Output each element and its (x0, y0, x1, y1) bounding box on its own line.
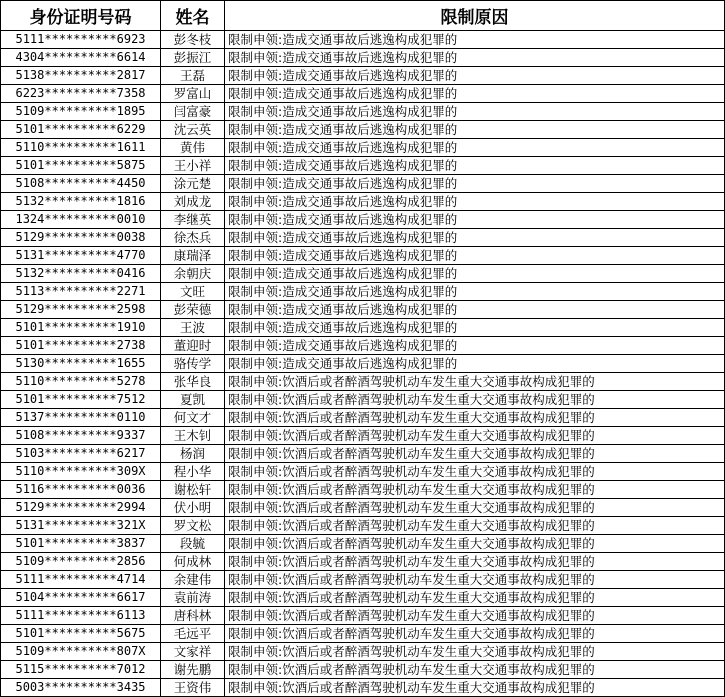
table-body (1, 31, 725, 697)
table-row (1, 229, 725, 247)
table-row (1, 445, 725, 463)
name-cell: 段毓 (161, 535, 225, 553)
id-cell: 4304**********6614 (1, 49, 161, 67)
header-id: 身份证明号码 (1, 1, 161, 31)
table-row (1, 391, 725, 409)
table-row (1, 427, 725, 445)
name-cell: 沈云英 (161, 121, 225, 139)
header-name: 姓名 (161, 1, 225, 31)
table-row (1, 589, 725, 607)
name-cell: 罗文松 (161, 517, 225, 535)
reason-cell: 限制申领:造成交通事故后逃逸构成犯罪的 (225, 319, 725, 337)
reason-cell: 限制申领:饮酒后或者醉酒驾驶机动车发生重大交通事故构成犯罪的 (225, 643, 725, 661)
id-cell: 5116**********0036 (1, 481, 161, 499)
id-cell: 5111**********6113 (1, 607, 161, 625)
id-cell: 5132**********0416 (1, 265, 161, 283)
name-cell: 谢先鹏 (161, 661, 225, 679)
table-row (1, 661, 725, 679)
id-cell: 5101**********3837 (1, 535, 161, 553)
reason-cell: 限制申领:造成交通事故后逃逸构成犯罪的 (225, 175, 725, 193)
id-cell: 5108**********4450 (1, 175, 161, 193)
id-cell: 5101**********6229 (1, 121, 161, 139)
name-cell: 毛远平 (161, 625, 225, 643)
name-cell: 黄伟 (161, 139, 225, 157)
name-cell: 闫富豪 (161, 103, 225, 121)
table-row (1, 499, 725, 517)
reason-cell: 限制申领:饮酒后或者醉酒驾驶机动车发生重大交通事故构成犯罪的 (225, 517, 725, 535)
name-cell: 康瑞泽 (161, 247, 225, 265)
name-cell: 李继英 (161, 211, 225, 229)
id-cell: 5108**********9337 (1, 427, 161, 445)
id-cell: 5109**********2856 (1, 553, 161, 571)
name-cell: 张华良 (161, 373, 225, 391)
reason-cell: 限制申领:造成交通事故后逃逸构成犯罪的 (225, 103, 725, 121)
reason-cell: 限制申领:饮酒后或者醉酒驾驶机动车发生重大交通事故构成犯罪的 (225, 499, 725, 517)
id-cell: 5003**********3435 (1, 679, 161, 697)
table-row (1, 139, 725, 157)
table-row (1, 355, 725, 373)
reason-cell: 限制申领:造成交通事故后逃逸构成犯罪的 (225, 193, 725, 211)
table-row (1, 553, 725, 571)
id-cell: 5131**********4770 (1, 247, 161, 265)
table-row (1, 643, 725, 661)
table-row (1, 85, 725, 103)
reason-cell: 限制申领:造成交通事故后逃逸构成犯罪的 (225, 301, 725, 319)
id-cell: 1324**********0010 (1, 211, 161, 229)
table-header (1, 1, 725, 31)
reason-cell: 限制申领:造成交通事故后逃逸构成犯罪的 (225, 211, 725, 229)
reason-cell: 限制申领:饮酒后或者醉酒驾驶机动车发生重大交通事故构成犯罪的 (225, 409, 725, 427)
table-row (1, 175, 725, 193)
name-cell: 徐杰兵 (161, 229, 225, 247)
reason-cell: 限制申领:造成交通事故后逃逸构成犯罪的 (225, 247, 725, 265)
id-cell: 5110**********1611 (1, 139, 161, 157)
id-cell: 5104**********6617 (1, 589, 161, 607)
reason-cell: 限制申领:造成交通事故后逃逸构成犯罪的 (225, 265, 725, 283)
reason-cell: 限制申领:饮酒后或者醉酒驾驶机动车发生重大交通事故构成犯罪的 (225, 445, 725, 463)
table-row (1, 247, 725, 265)
name-cell: 涂元楚 (161, 175, 225, 193)
name-cell: 彭振江 (161, 49, 225, 67)
header-reason: 限制原因 (225, 1, 725, 31)
table-row (1, 157, 725, 175)
reason-cell: 限制申领:饮酒后或者醉酒驾驶机动车发生重大交通事故构成犯罪的 (225, 481, 725, 499)
reason-cell: 限制申领:饮酒后或者醉酒驾驶机动车发生重大交通事故构成犯罪的 (225, 535, 725, 553)
header-row (1, 1, 725, 31)
id-cell: 5129**********0038 (1, 229, 161, 247)
table-row (1, 373, 725, 391)
id-cell: 5130**********1655 (1, 355, 161, 373)
id-cell: 5129**********2994 (1, 499, 161, 517)
name-cell: 袁前涛 (161, 589, 225, 607)
table-row (1, 319, 725, 337)
reason-cell: 限制申领:造成交通事故后逃逸构成犯罪的 (225, 157, 725, 175)
id-cell: 5110**********309X (1, 463, 161, 481)
name-cell: 骆传学 (161, 355, 225, 373)
reason-cell: 限制申领:饮酒后或者醉酒驾驶机动车发生重大交通事故构成犯罪的 (225, 607, 725, 625)
reason-cell: 限制申领:饮酒后或者醉酒驾驶机动车发生重大交通事故构成犯罪的 (225, 589, 725, 607)
table-row (1, 103, 725, 121)
table-row (1, 481, 725, 499)
name-cell: 余建伟 (161, 571, 225, 589)
reason-cell: 限制申领:造成交通事故后逃逸构成犯罪的 (225, 229, 725, 247)
table-row (1, 337, 725, 355)
reason-cell: 限制申领:造成交通事故后逃逸构成犯罪的 (225, 139, 725, 157)
reason-cell: 限制申领:造成交通事故后逃逸构成犯罪的 (225, 337, 725, 355)
id-cell: 5113**********2271 (1, 283, 161, 301)
name-cell: 谢松轩 (161, 481, 225, 499)
table-row (1, 571, 725, 589)
table-row (1, 625, 725, 643)
name-cell: 文家祥 (161, 643, 225, 661)
name-cell: 王资伟 (161, 679, 225, 697)
table-row (1, 463, 725, 481)
table-row (1, 409, 725, 427)
name-cell: 王波 (161, 319, 225, 337)
reason-cell: 限制申领:饮酒后或者醉酒驾驶机动车发生重大交通事故构成犯罪的 (225, 571, 725, 589)
id-cell: 5101**********5875 (1, 157, 161, 175)
table-row (1, 265, 725, 283)
name-cell: 伏小明 (161, 499, 225, 517)
id-cell: 5110**********5278 (1, 373, 161, 391)
id-cell: 5115**********7012 (1, 661, 161, 679)
reason-cell: 限制申领:饮酒后或者醉酒驾驶机动车发生重大交通事故构成犯罪的 (225, 391, 725, 409)
name-cell: 彭荣德 (161, 301, 225, 319)
reason-cell: 限制申领:造成交通事故后逃逸构成犯罪的 (225, 49, 725, 67)
id-cell: 5109**********807X (1, 643, 161, 661)
reason-cell: 限制申领:饮酒后或者醉酒驾驶机动车发生重大交通事故构成犯罪的 (225, 427, 725, 445)
name-cell: 文旺 (161, 283, 225, 301)
id-cell: 5129**********2598 (1, 301, 161, 319)
id-cell: 5101**********1910 (1, 319, 161, 337)
name-cell: 何文才 (161, 409, 225, 427)
reason-cell: 限制申领:饮酒后或者醉酒驾驶机动车发生重大交通事故构成犯罪的 (225, 661, 725, 679)
reason-cell: 限制申领:造成交通事故后逃逸构成犯罪的 (225, 85, 725, 103)
name-cell: 王木钊 (161, 427, 225, 445)
id-cell: 5131**********321X (1, 517, 161, 535)
id-cell: 5101**********2738 (1, 337, 161, 355)
table-row (1, 301, 725, 319)
reason-cell: 限制申领:饮酒后或者醉酒驾驶机动车发生重大交通事故构成犯罪的 (225, 463, 725, 481)
reason-cell: 限制申领:造成交通事故后逃逸构成犯罪的 (225, 283, 725, 301)
id-cell: 5109**********1895 (1, 103, 161, 121)
reason-cell: 限制申领:饮酒后或者醉酒驾驶机动车发生重大交通事故构成犯罪的 (225, 625, 725, 643)
table-row (1, 193, 725, 211)
table-row (1, 517, 725, 535)
id-cell: 5132**********1816 (1, 193, 161, 211)
reason-cell: 限制申领:造成交通事故后逃逸构成犯罪的 (225, 31, 725, 49)
id-cell: 5101**********5675 (1, 625, 161, 643)
table-row (1, 49, 725, 67)
id-cell: 5111**********4714 (1, 571, 161, 589)
name-cell: 刘成龙 (161, 193, 225, 211)
table-row (1, 283, 725, 301)
name-cell: 杨润 (161, 445, 225, 463)
name-cell: 何成林 (161, 553, 225, 571)
reason-cell: 限制申领:造成交通事故后逃逸构成犯罪的 (225, 67, 725, 85)
table-row (1, 31, 725, 49)
table-row (1, 679, 725, 697)
id-cell: 5138**********2817 (1, 67, 161, 85)
table-row (1, 607, 725, 625)
table-row (1, 67, 725, 85)
name-cell: 罗富山 (161, 85, 225, 103)
name-cell: 唐科林 (161, 607, 225, 625)
name-cell: 余朝庆 (161, 265, 225, 283)
id-cell: 5103**********6217 (1, 445, 161, 463)
id-cell: 5101**********7512 (1, 391, 161, 409)
name-cell: 王磊 (161, 67, 225, 85)
name-cell: 夏凯 (161, 391, 225, 409)
table-row (1, 535, 725, 553)
reason-cell: 限制申领:饮酒后或者醉酒驾驶机动车发生重大交通事故构成犯罪的 (225, 373, 725, 391)
name-cell: 王小祥 (161, 157, 225, 175)
reason-cell: 限制申领:饮酒后或者醉酒驾驶机动车发生重大交通事故构成犯罪的 (225, 679, 725, 697)
table-row (1, 211, 725, 229)
name-cell: 董迎时 (161, 337, 225, 355)
name-cell: 彭冬枝 (161, 31, 225, 49)
id-cell: 6223**********7358 (1, 85, 161, 103)
id-cell: 5111**********6923 (1, 31, 161, 49)
reason-cell: 限制申领:造成交通事故后逃逸构成犯罪的 (225, 121, 725, 139)
id-cell: 5137**********0110 (1, 409, 161, 427)
reason-cell: 限制申领:造成交通事故后逃逸构成犯罪的 (225, 355, 725, 373)
table-row (1, 121, 725, 139)
reason-cell: 限制申领:饮酒后或者醉酒驾驶机动车发生重大交通事故构成犯罪的 (225, 553, 725, 571)
name-cell: 程小华 (161, 463, 225, 481)
